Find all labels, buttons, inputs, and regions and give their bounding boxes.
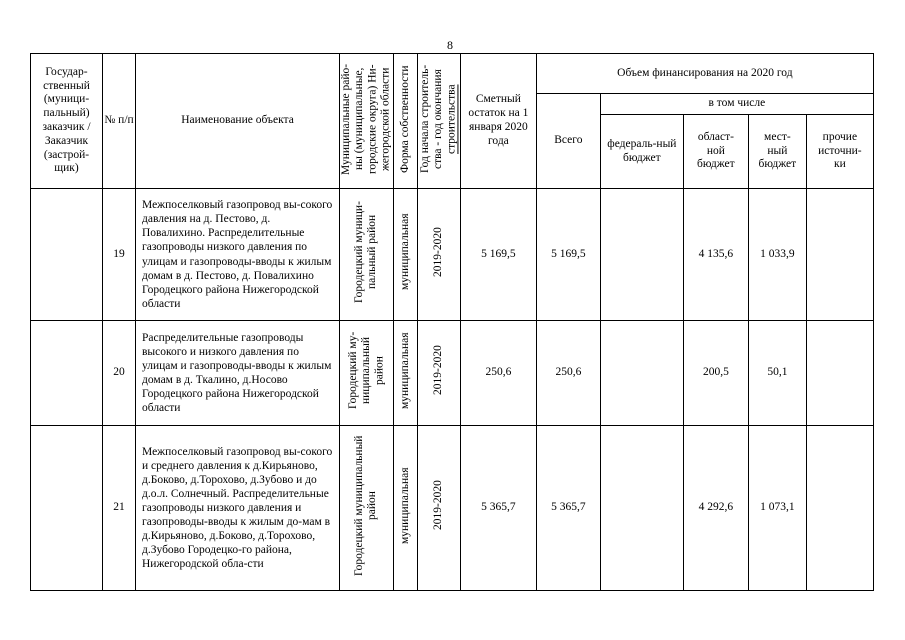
header-federal [600,115,683,189]
cell-local: 50,1 [748,321,806,426]
header-ownership [393,54,417,189]
cell-object-name: Межпоселковый газопровод вы-сокого и среднего давления к д.Кирьяново, д.Боково, д.Торохово, д.Зубово и до д.о.л. Солнечный. Распределительные газопроводы низкого давления и газопроводы-вводы к жилым до-мам в д.Кирьяново, д.Боково, д.Торохово, д.Зубово Городецко-го района, Нижегородской обла-сти [136,426,340,591]
header-estimate-text: Сметный остаток на 1 января 2020 года [468,93,529,147]
header-district-text: Муниципальные райо-ны (муниципальные, городские округа) Ни-жегородской области [340,63,392,175]
header-federal-text: федераль-ный бюджет [607,137,677,164]
cell-years [417,189,460,321]
cell-num: 19 [103,189,136,321]
header-num: № п/п [103,54,136,189]
header-years [417,54,460,189]
cell-ownership [393,321,417,426]
cell-total: 250,6 [536,321,600,426]
cell-num: 20 [103,321,136,426]
cell-ownership-text: муниципальная [398,213,411,291]
cell-customer [31,189,103,321]
cell-estimate: 5 169,5 [460,189,536,321]
cell-estimate: 250,6 [460,321,536,426]
header-years-line3: строительства [445,83,458,154]
cell-ownership-text: муниципальная [398,332,411,409]
cell-federal [600,321,683,426]
cell-ownership [393,189,417,321]
header-estimate [460,54,536,189]
header-financing: Объем финансирования на 2020 год [536,54,873,94]
cell-federal [600,426,683,591]
cell-object-name: Распределительные газопроводы высокого и низкого давления по улицам и газопроводы-вводы к жилым домам в д. Ткалино, д.Носово Городецкого района Нижегородской области [136,321,340,426]
header-years-text [419,57,459,181]
table-row [31,321,874,426]
cell-regional: 200,5 [683,321,748,426]
cell-customer [31,321,103,426]
page-number: 8 [447,38,453,52]
header-customer [31,54,103,189]
header-ownership-text: Форма собственности [398,64,411,173]
cell-total: 5 365,7 [536,426,600,591]
cell-customer [31,426,103,591]
financing-table [30,53,874,591]
cell-years-text: 2019-2020 [432,227,445,278]
cell-district [340,426,394,591]
header-regional [683,115,748,189]
cell-local: 1 033,9 [748,189,806,321]
header-total: Всего [536,94,600,189]
cell-ownership [393,426,417,591]
cell-district [340,321,394,426]
cell-years-text: 2019-2020 [432,345,445,396]
cell-years [417,426,460,591]
header-regional-text: област-ной бюджет [697,130,735,171]
cell-years-text: 2019-2020 [432,480,445,531]
cell-regional: 4 292,6 [683,426,748,591]
cell-district-text: Городецкий му-ниципальный район [346,331,386,410]
header-local-text: мест-ный бюджет [758,130,797,171]
header-other-text: прочие источни-ки [818,130,862,171]
cell-years [417,321,460,426]
cell-other [806,426,873,591]
cell-district [340,189,394,321]
cell-regional: 4 135,6 [683,189,748,321]
header-local [748,115,806,189]
header-object-name: Наименование объекта [136,54,340,189]
header-years-line1: Год начала строитель- [419,64,432,173]
table-row [31,426,874,591]
header-years-line2: ства - год окончания [432,68,445,169]
header-other [806,115,873,189]
cell-other [806,189,873,321]
cell-district-text: Городецкий муниципальный район [353,435,379,576]
header-including: в том числе [600,94,873,115]
cell-total: 5 169,5 [536,189,600,321]
table-row [31,189,874,321]
cell-estimate: 5 365,7 [460,426,536,591]
cell-local: 1 073,1 [748,426,806,591]
cell-district-text: Городецкий муници-пальный район [353,201,379,304]
cell-federal [600,189,683,321]
header-district [340,54,394,189]
cell-object-name: Межпоселковый газопровод вы-сокого давления на д. Пестово, д. Повалихино. Распределительные газопроводы низкого давления по улицам и газопроводы-вводы к жилым домам в д. Пестово, д. Повалихино Городецкого района Нижегородской области [136,189,340,321]
cell-other [806,321,873,426]
cell-num: 21 [103,426,136,591]
header-customer-text: Государ-ственный (муници-пальный) заказчик / Заказчик (застрой-щик) [42,65,91,175]
cell-ownership-text: муниципальная [398,467,411,544]
